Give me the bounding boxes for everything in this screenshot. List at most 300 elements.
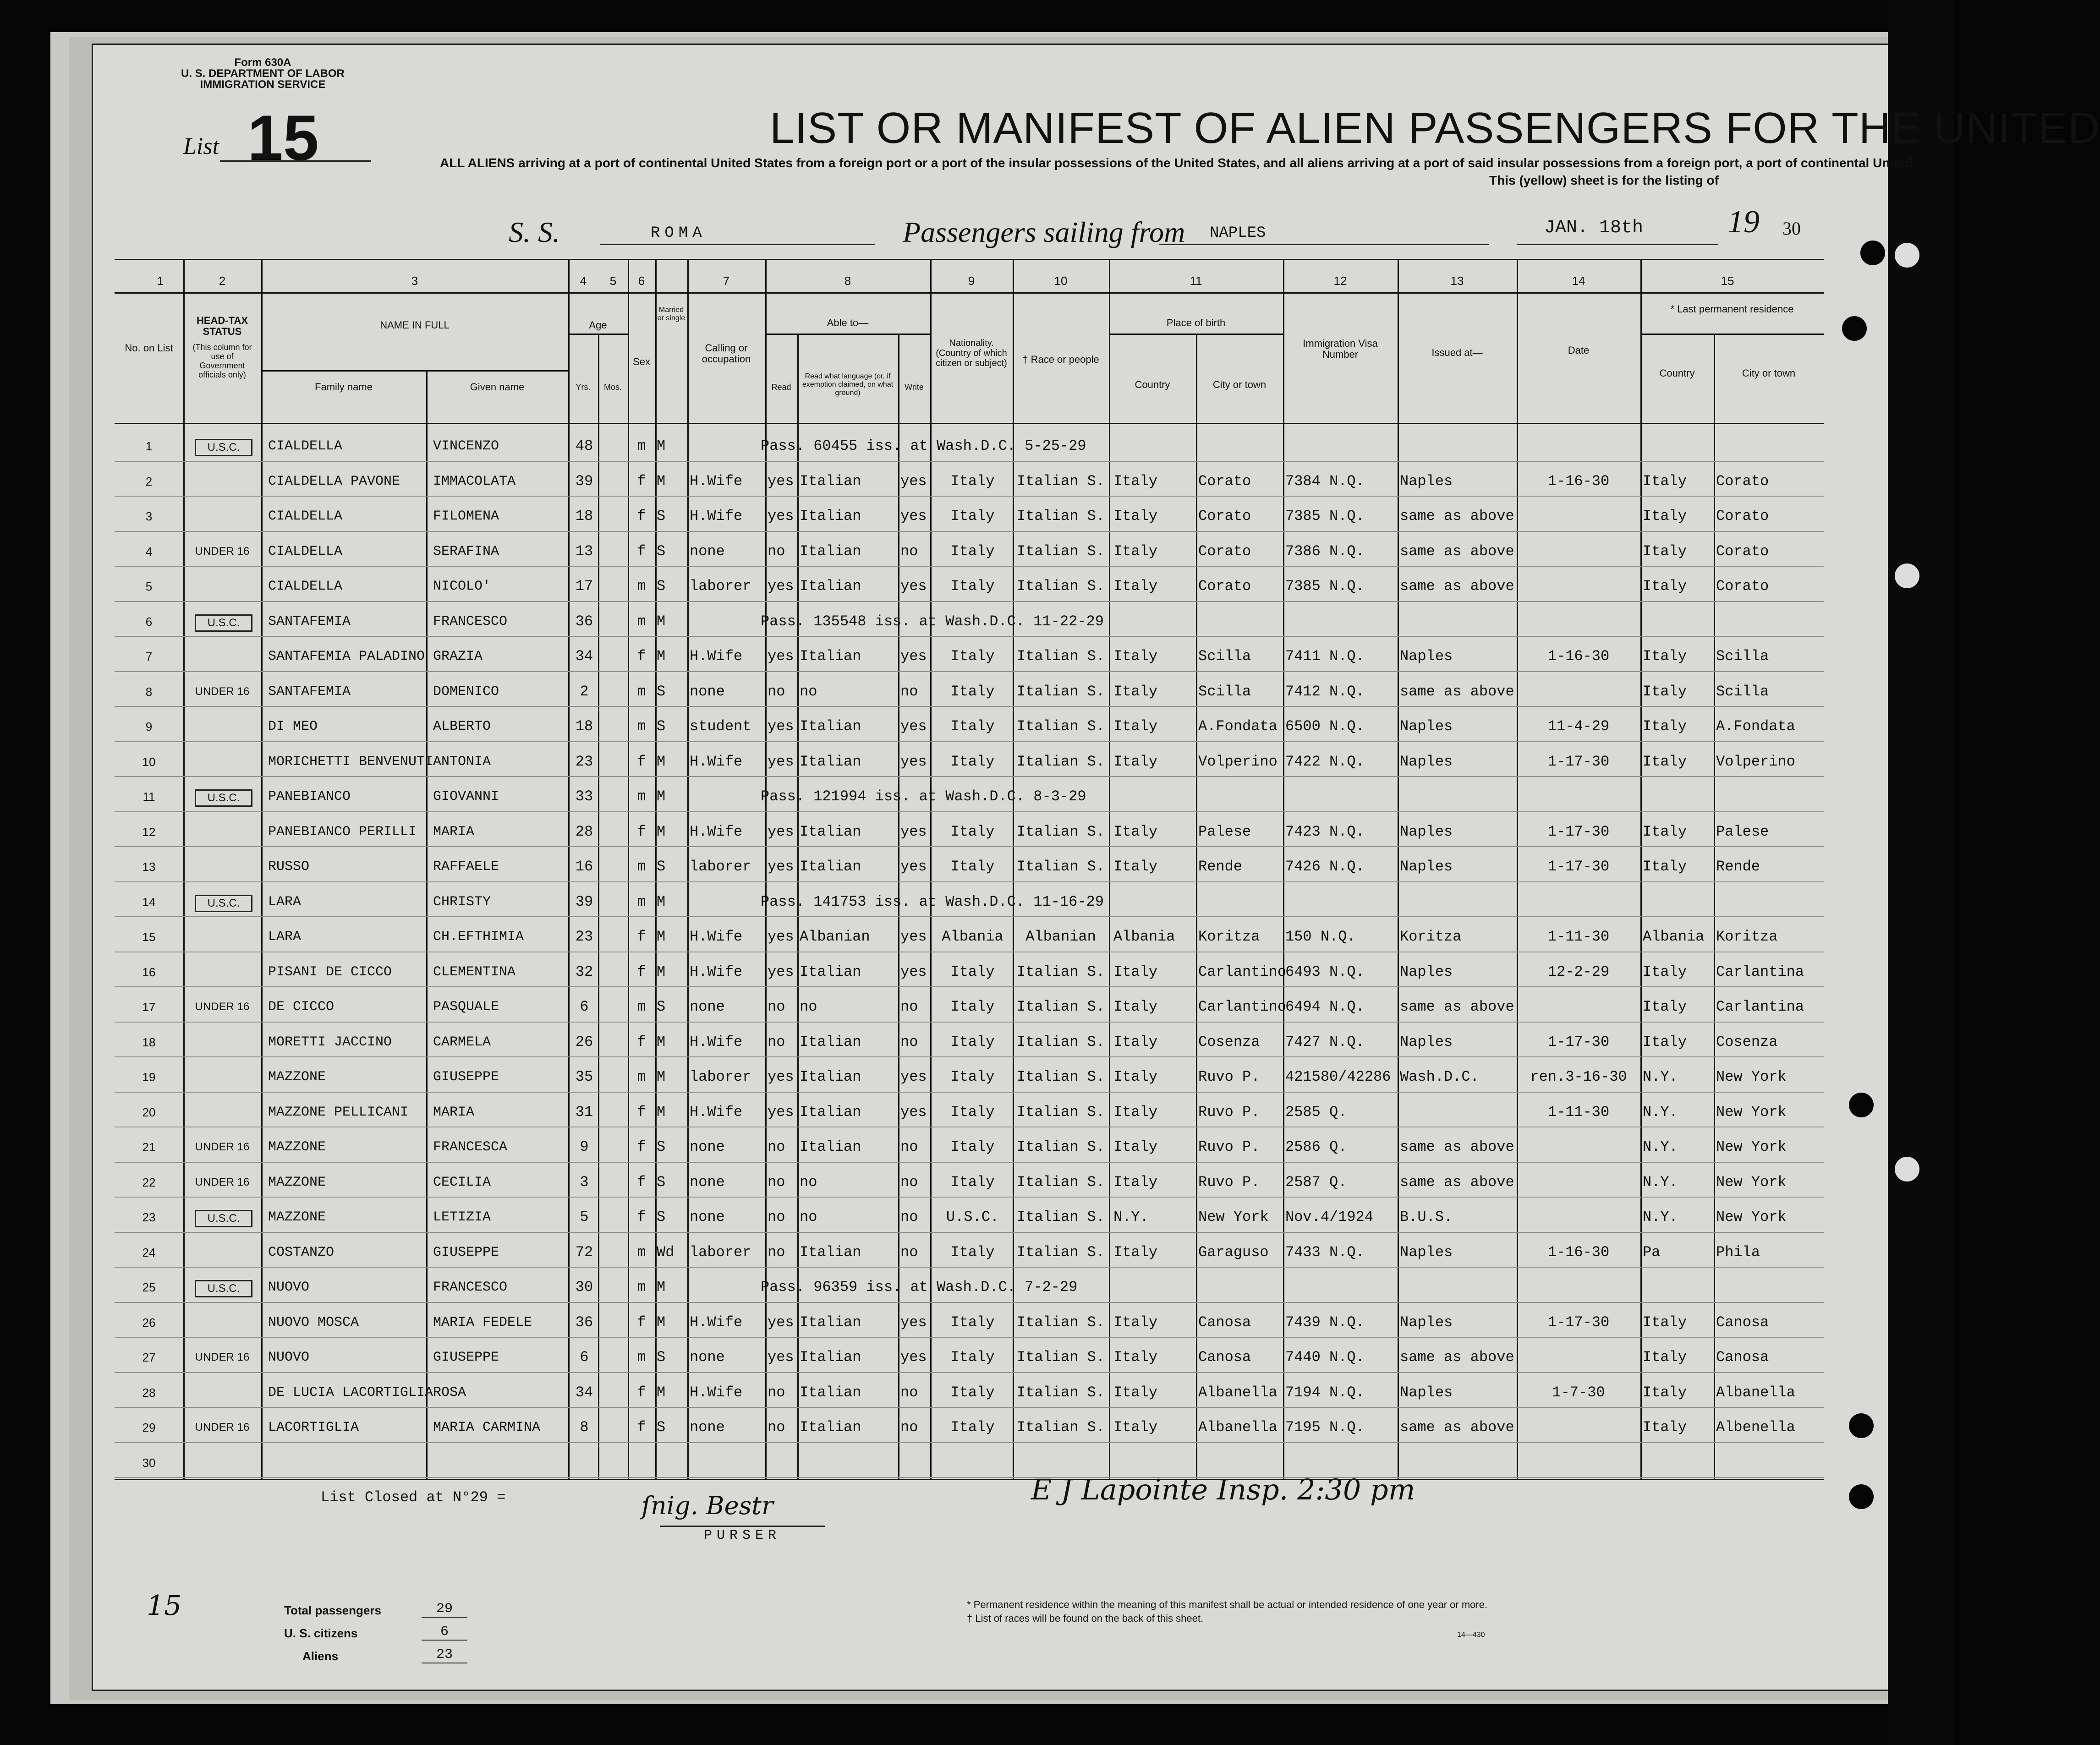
cell-read: no [768,1384,785,1401]
cell-rcountry: Italy [1643,1419,1687,1436]
row-rule [115,916,1824,917]
cell-tax: UNDER 16 [195,685,250,698]
cell-bcountry: N.Y. [1113,1209,1149,1225]
cell-visa: 2587 Q. [1285,1173,1347,1191]
cell-bcountry: Italy [1113,648,1158,665]
cell-bcountry: Italy [1113,1384,1158,1401]
cell-issued: Naples [1400,823,1453,840]
cell-nat: Italy [950,1173,995,1191]
cell-write: yes [900,753,927,770]
cell-nat: Pass. 96359 iss. at Wash.D.C. 7-2-29 [761,1279,1078,1296]
cell-issued: same as above [1400,508,1514,525]
cell-nat: Italy [950,578,995,595]
aliens-value: 23 [422,1647,467,1663]
cell-write: no [900,1419,918,1436]
cell-read: no [768,542,785,560]
cell-no: 29 [142,1421,156,1434]
cell-bcountry: Italy [1113,472,1158,490]
cell-nat: Italy [950,683,995,700]
cell-family: DE LUCIA LACORTIGLIA [268,1384,433,1400]
row-rule [115,566,1824,567]
row-rule [115,1056,1824,1057]
col-divider [1398,260,1399,1479]
cell-no: 7 [145,650,153,663]
cell-rcity: Palese [1716,823,1769,840]
cell-family: CIALDELLA PAVONE [268,473,400,489]
cell-calling: none [690,1173,725,1191]
cell-given: GIOVANNI [433,789,499,804]
cell-given: MARIA FEDELE [433,1314,532,1330]
row-rule [115,986,1824,987]
cell-nat: Italy [950,508,995,525]
cell-calling: H.Wife [690,1103,743,1121]
cell-family: LARA [268,929,302,945]
cell-given: SERAFINA [433,543,499,559]
cell-lang: Italian [800,1243,861,1261]
cell-race: Italian S. [1016,1209,1105,1225]
row-rule [115,846,1824,847]
manifest-table [115,259,1824,1480]
total-passengers-value: 29 [422,1601,467,1618]
binder-hole [1842,316,1867,341]
cell-family: NUOVO [268,1350,310,1365]
cell-race: Italian S. [1016,1068,1105,1085]
cell-write: no [900,1033,918,1050]
cell-lang: Italian [800,858,861,875]
cell-calling: laborer [690,1243,751,1261]
cell-sex: m [637,613,646,630]
cell-no: 14 [142,895,156,909]
cell-race: Italian S. [1016,718,1105,735]
cell-nat: Italy [950,648,995,665]
cell-ms: S [657,578,666,595]
cell-family: PANEBIANCO [268,789,351,804]
page-mark: 15 [147,1590,182,1622]
cell-write: yes [900,858,927,875]
cell-family: PISANI DE CICCO [268,964,392,980]
cell-no: 16 [142,965,156,979]
cell-bcity: Carlantino [1198,963,1287,980]
cell-date: 1-17-30 [1547,858,1610,875]
cell-sex: f [637,1103,646,1121]
cell-bcity: Garaguso [1198,1243,1269,1261]
cell-write: no [900,1173,918,1191]
cell-no: 18 [142,1035,156,1049]
cell-issued: B.U.S. [1400,1209,1453,1225]
cell-bcity: Corato [1198,472,1251,490]
cell-write: yes [900,1313,927,1331]
cell-bcountry: Italy [1113,718,1158,735]
cell-given: CH.EFTHIMIA [433,929,524,945]
cell-no: 21 [142,1140,156,1154]
column-number: 10 [1054,274,1068,288]
cell-rcity: New York [1716,1173,1787,1191]
cell-given: PASQUALE [433,999,499,1015]
cell-family: CIALDELLA [268,543,343,559]
cell-nat: Pass. 60455 iss. at Wash.D.C. 5-25-29 [761,438,1086,454]
cell-rcity: Koritza [1716,928,1778,945]
cell-race: Italian S. [1016,508,1105,525]
row-rule [115,1407,1824,1408]
cell-lang: Italian [800,753,861,770]
cell-family: NUOVO MOSCA [268,1314,359,1330]
cell-ms: S [657,508,666,525]
header-residence-country: Country [1659,367,1695,379]
cell-sex: f [637,648,646,665]
row-rule [115,1092,1824,1093]
header-age-years: Yrs. [576,383,591,392]
subtitle: ALL ALIENS arriving at a port of continental United States from a foreign port or a port of the insular possessions of the United States, and all aliens arriving at a port of said insular possessions from a foreign port, a port of continental United [440,156,1913,170]
cell-issued: Naples [1400,648,1453,665]
cell-given: ALBERTO [433,719,491,734]
form-number [181,57,345,90]
cell-yrs: 2 [580,683,589,700]
cell-bcountry: Italy [1113,1173,1158,1191]
cell-yrs: 13 [575,542,593,560]
binder-hole [1895,243,1919,268]
races-footnote: † List of races will be found on the back of this sheet. [967,1613,1204,1624]
cell-given: GIUSEPPE [433,1069,499,1085]
cell-rcountry: Italy [1643,1313,1687,1331]
cell-given: LETIZIA [433,1209,491,1225]
cell-bcity: Koritza [1198,928,1260,945]
cell-yrs: 28 [575,823,593,840]
cell-family: CIALDELLA [268,579,343,594]
header-place-of-birth: Place of birth [1166,317,1226,328]
header-able-to: Able to— [827,317,869,328]
header-residence-city: City or town [1742,367,1796,379]
cell-ms: M [657,1068,666,1085]
cell-rcountry: Italy [1643,472,1687,490]
cell-calling: none [690,1138,725,1155]
header-rule [1109,334,1283,335]
cell-given: GIUSEPPE [433,1350,499,1365]
cell-bcity: Ruvo P. [1198,1068,1260,1085]
cell-read: no [768,1209,785,1225]
cell-rcountry: N.Y. [1643,1138,1678,1155]
cell-no: 11 [143,790,155,804]
cell-race: Italian S. [1016,1033,1105,1050]
year-suffix: 30 [1782,218,1801,239]
cell-no: 25 [142,1280,156,1294]
header-last-residence: * Last permanent residence [1670,303,1794,315]
cell-rcountry: Italy [1643,718,1687,735]
cell-nat: Italy [950,718,995,735]
cell-given: ANTONIA [433,754,491,770]
cell-bcountry: Italy [1113,1138,1158,1155]
cell-race: Italian S. [1016,1349,1105,1366]
cell-lang: no [800,1209,817,1225]
cell-rcity: Cosenza [1716,1033,1778,1050]
cell-visa: 7426 N.Q. [1285,858,1365,875]
cell-rcountry: Italy [1643,683,1687,700]
sailing-label: Passengers sailing from [903,216,1185,248]
cell-sex: f [637,508,646,525]
column-number: 4 [580,274,587,288]
cell-issued: Naples [1400,1243,1453,1261]
cell-nat: Italy [950,542,995,560]
cell-no: 3 [145,509,153,523]
cell-rcountry: Italy [1643,1384,1687,1401]
column-number: 11 [1190,274,1202,288]
cell-visa: 7422 N.Q. [1285,753,1365,770]
cell-lang: Albanian [800,928,870,945]
cell-no: 9 [145,720,153,733]
cell-date: 1-11-30 [1547,1103,1610,1121]
header-rule [261,370,568,372]
cell-sex: m [637,683,646,700]
cell-bcity: Cosenza [1198,1033,1260,1050]
cell-read: yes [768,753,794,770]
cell-family: LARA [268,894,302,910]
departure-port: NAPLES [1210,224,1266,242]
cell-nat: Italy [950,1419,995,1436]
cell-sex: f [637,963,646,980]
header-age-months: Mos. [603,383,622,392]
cell-given: FRANCESCO [433,1280,508,1295]
cell-sex: m [637,893,646,910]
binder-hole [1849,1484,1874,1509]
list-number: 15 [247,102,319,174]
cell-write: no [900,1384,918,1401]
cell-yrs: 35 [575,1068,593,1085]
cell-visa: 2586 Q. [1285,1138,1347,1155]
cell-visa: 150 N.Q. [1285,928,1356,945]
cell-date: 1-16-30 [1547,648,1610,665]
cell-family: SANTAFEMIA [268,613,351,629]
cell-ms: S [657,998,666,1015]
cell-race: Italian S. [1016,998,1105,1015]
cell-issued: Naples [1400,858,1453,875]
cell-ms: M [657,438,666,454]
column-number: 2 [219,274,226,288]
cell-ms: Wd [657,1243,674,1261]
binder-hole [1849,1413,1874,1438]
cell-bcity: Palese [1198,823,1251,840]
header-rule [115,292,1824,294]
cell-sex: f [637,928,646,945]
cell-yrs: 16 [575,858,593,875]
cell-date: 11-4-29 [1547,718,1610,735]
cell-nat: Italy [950,1068,995,1085]
cell-tax: U.S.C. [195,1280,252,1297]
cell-yrs: 6 [580,1349,589,1366]
cell-nat: Italy [950,823,995,840]
cell-bcity: A.Fondata [1198,718,1278,735]
cell-rcountry: Pa [1643,1243,1661,1261]
cell-calling: none [690,683,725,700]
cell-write: yes [900,823,927,840]
cell-ms: M [657,788,666,805]
cell-yrs: 3 [580,1173,589,1191]
cell-read: no [768,1243,785,1261]
cell-yrs: 39 [575,472,593,490]
cell-date: 1-17-30 [1547,1313,1610,1331]
binder-hole [1849,1093,1874,1117]
cell-write: yes [900,508,927,525]
cell-bcountry: Italy [1113,1349,1158,1366]
cell-ms: M [657,1103,666,1121]
cell-rcountry: Italy [1643,542,1687,560]
cell-family: MORETTI JACCINO [268,1034,392,1050]
cell-lang: no [800,683,817,700]
cell-race: Italian S. [1016,823,1105,840]
cell-given: FRANCESCO [433,613,508,629]
cell-calling: H.Wife [690,1384,743,1401]
cell-race: Italian S. [1016,578,1105,595]
cell-rcity: Corato [1716,472,1769,490]
row-rule [115,1337,1824,1338]
cell-read: yes [768,472,794,490]
cell-read: yes [768,648,794,665]
cell-given: CECILIA [433,1174,491,1190]
cell-nat: Italy [950,1033,995,1050]
cell-yrs: 72 [575,1243,593,1261]
cell-family: SANTAFEMIA [268,684,351,700]
cell-sex: m [637,718,646,735]
cell-ms: M [657,1279,666,1296]
cell-rcity: Canosa [1716,1313,1769,1331]
cell-date: 1-16-30 [1547,1243,1610,1261]
cell-calling: none [690,1209,725,1225]
department-line: U. S. DEPARTMENT OF LABOR [181,67,345,80]
cell-bcity: Ruvo P. [1198,1173,1260,1191]
cell-issued: Naples [1400,1033,1453,1050]
cell-sex: m [637,788,646,805]
cell-rcity: Carlantina [1716,963,1804,980]
cell-tax: U.S.C. [195,1210,252,1227]
cell-sex: f [637,1173,646,1191]
cell-calling: H.Wife [690,648,743,665]
cell-lang: Italian [800,508,861,525]
cell-rcity: Corato [1716,542,1769,560]
cell-given: CARMELA [433,1034,491,1050]
cell-sex: m [637,858,646,875]
cell-write: no [900,683,918,700]
column-number: 3 [411,274,418,288]
cell-yrs: 34 [575,648,593,665]
column-number: 15 [1721,274,1734,288]
cell-tax: UNDER 16 [195,1351,250,1363]
cell-bcountry: Italy [1113,1243,1158,1261]
cell-race: Italian S. [1016,1138,1105,1155]
cell-no: 19 [142,1070,156,1084]
cell-bcountry: Italy [1113,858,1158,875]
column-number: 12 [1333,274,1347,288]
header-birth-country: Country [1135,379,1170,390]
ship-name: ROMA [651,224,707,242]
cell-sex: f [637,1138,646,1155]
cell-rcountry: N.Y. [1643,1209,1678,1225]
cell-lang: Italian [800,823,861,840]
cell-given: MARIA [433,824,475,840]
cell-bcity: Corato [1198,508,1251,525]
cell-race: Italian S. [1016,472,1105,490]
row-rule [115,461,1824,462]
header-age: Age [589,319,607,331]
cell-family: MAZZONE [268,1209,326,1225]
cell-issued: Koritza [1400,928,1462,945]
purser-label: PURSER [660,1526,825,1543]
header-calling: Calling or occupation [702,342,751,365]
row-rule [115,1197,1824,1198]
cell-write: no [900,542,918,560]
header-head-tax-note: (This column for use of Government officials only) [192,343,252,379]
date-underline [1517,244,1718,245]
cell-family: LACORTIGLIA [268,1420,359,1435]
cell-rcity: Phila [1716,1243,1760,1261]
cell-tax: U.S.C. [195,895,252,912]
cell-yrs: 39 [575,893,593,910]
cell-bcity: Ruvo P. [1198,1138,1260,1155]
header-rule [115,423,1824,424]
col-divider [1640,260,1642,1479]
cell-date: 1-7-30 [1552,1384,1605,1401]
col-divider [1517,260,1518,1479]
cell-yrs: 18 [575,508,593,525]
cell-read: no [768,998,785,1015]
list-underline [220,160,371,162]
cell-issued: same as above [1400,578,1514,595]
cell-sex: f [637,1209,646,1225]
cell-read: yes [768,1068,794,1085]
cell-race: Italian S. [1016,963,1105,980]
form-code: 14—430 [1457,1631,1485,1639]
cell-yrs: 6 [580,998,589,1015]
cell-family: SANTAFEMIA PALADINO [268,649,425,664]
row-rule [115,1162,1824,1163]
cell-rcity: New York [1716,1103,1787,1121]
cell-ms: M [657,613,666,630]
header-married-single: Married or single [657,306,685,322]
cell-visa: 7411 N.Q. [1285,648,1365,665]
cell-no: 12 [142,825,156,839]
cell-read: yes [768,1313,794,1331]
cell-visa: 6494 N.Q. [1285,998,1365,1015]
cell-no: 2 [145,474,153,488]
cell-sex: f [637,1313,646,1331]
cell-date: 1-17-30 [1547,823,1610,840]
col-divider [598,334,599,1479]
cell-family: DI MEO [268,719,318,734]
col-divider [568,260,570,1479]
cell-lang: Italian [800,542,861,560]
cell-rcity: Rende [1716,858,1760,875]
subtitle-continued: This (yellow) sheet is for the listing of [1489,173,1719,187]
cell-sex: m [637,998,646,1015]
cell-write: yes [900,928,927,945]
cell-visa: 7384 N.Q. [1285,472,1365,490]
cell-bcountry: Italy [1113,542,1158,560]
page-title: LIST OR MANIFEST OF ALIEN PASSENGERS FOR THE UNITED [770,104,2100,153]
cell-rcountry: Italy [1643,753,1687,770]
cell-rcountry: Albania [1643,928,1705,945]
cell-no: 10 [142,755,156,769]
cell-write: yes [900,648,927,665]
cell-read: yes [768,508,794,525]
header-birth-city: City or town [1212,379,1267,390]
cell-sex: f [637,542,646,560]
cell-rcity: Albanella [1716,1384,1795,1401]
cell-tax: U.S.C. [195,789,252,807]
cell-rcountry: N.Y. [1643,1173,1678,1191]
cell-lang: Italian [800,963,861,980]
cell-rcountry: Italy [1643,508,1687,525]
header-race: † Race or people [1022,354,1099,365]
form-code-line: Form 630A [234,56,291,69]
cell-family: DE CICCO [268,999,334,1015]
cell-race: Italian S. [1016,542,1105,560]
